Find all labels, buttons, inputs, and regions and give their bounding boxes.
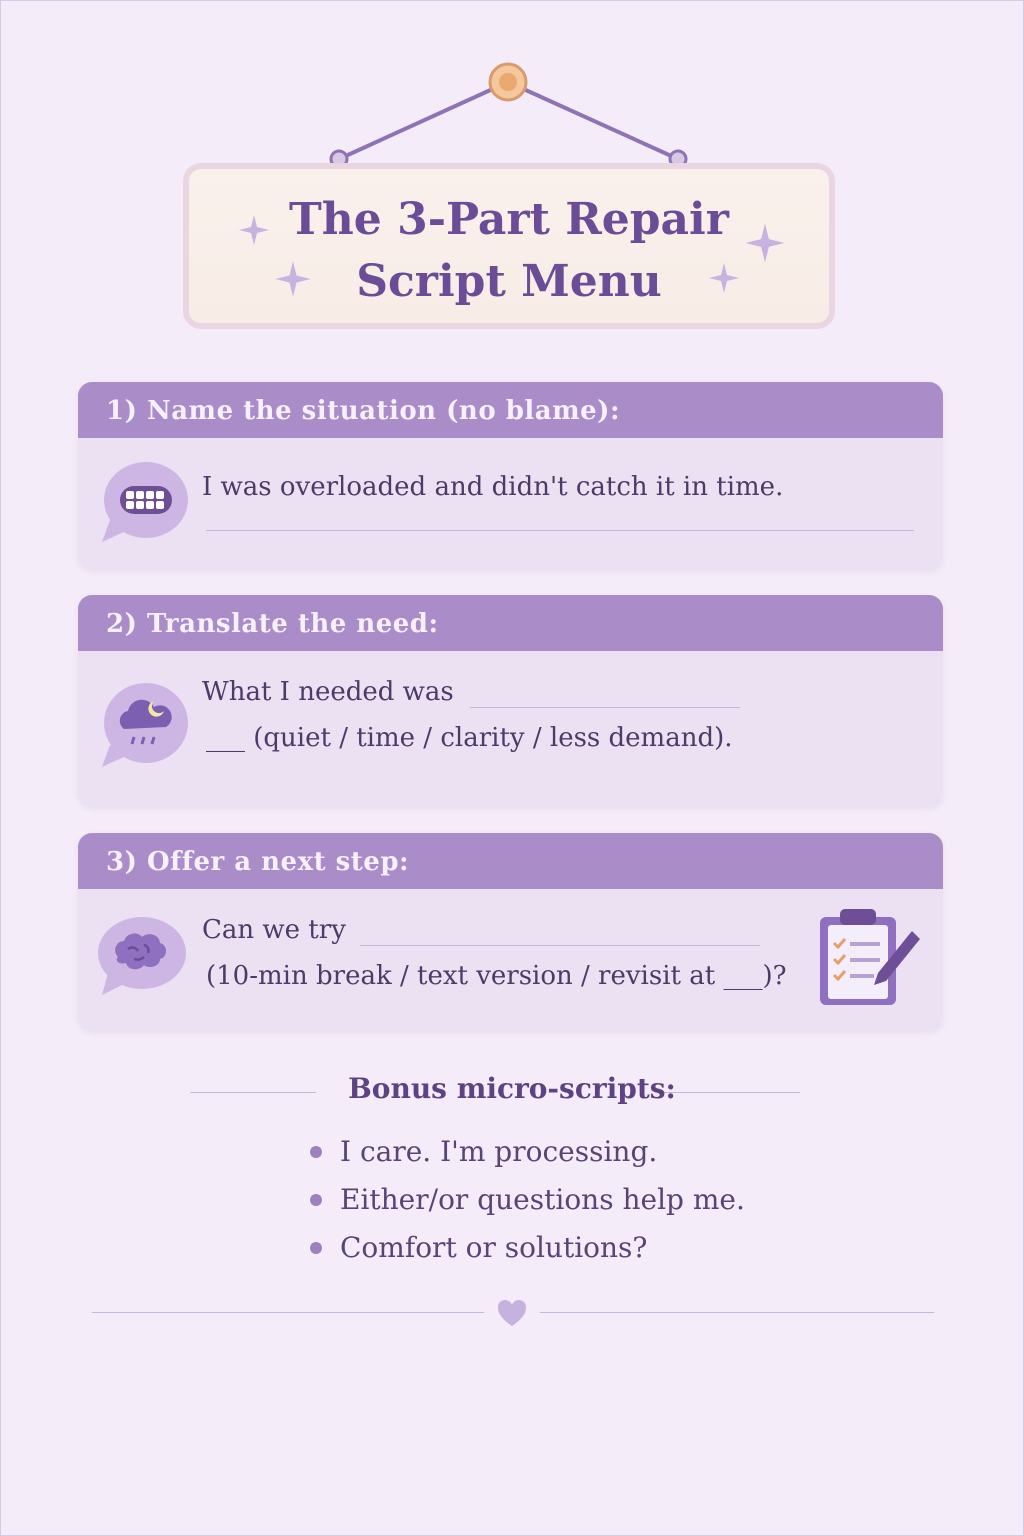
page-title: The 3-Part Repair Script Menu: [289, 194, 729, 307]
list-item-text: Either/or questions help me.: [340, 1183, 745, 1216]
sparkle-icon: [237, 213, 271, 247]
sparkle-icon: [743, 221, 787, 265]
step-card-3: [78, 833, 943, 1031]
list-item: [308, 1128, 745, 1176]
step-heading: 1) Name the situation (no blame):: [78, 382, 943, 438]
sign-hanger-icon: [320, 56, 700, 176]
step-text: (10-min break / text version / revisit at ___)?: [206, 961, 787, 991]
divider-line: [92, 1312, 484, 1313]
speech-bubble-cloud-icon: [98, 681, 190, 771]
bullet-icon: [310, 1146, 322, 1158]
bullet-icon: [310, 1194, 322, 1206]
step-text: What I needed was: [202, 677, 454, 707]
list-item-text: I care. I'm processing.: [340, 1135, 658, 1168]
bullet-icon: [310, 1242, 322, 1254]
speech-bubble-brain-icon: [94, 915, 188, 999]
sparkle-icon: [707, 261, 741, 295]
heart-icon: [496, 1298, 528, 1328]
step-text: I was overloaded and didn't catch it in time.: [202, 472, 784, 502]
title-sign: [183, 163, 835, 329]
fill-in-line: [360, 945, 760, 946]
divider-line: [540, 1312, 934, 1313]
step-heading: 2) Translate the need:: [78, 595, 943, 651]
bonus-list: [308, 1128, 745, 1272]
list-item-text: Comfort or solutions?: [340, 1231, 648, 1264]
bonus-title: Bonus micro-scripts:: [348, 1072, 676, 1105]
speech-bubble-grimace-icon: [98, 460, 190, 546]
step-card-2: [78, 595, 943, 807]
list-item: [308, 1224, 745, 1272]
clipboard-pencil-icon: [814, 907, 922, 1011]
sparkle-icon: [273, 259, 313, 299]
fill-in-line: [206, 530, 914, 531]
step-text: Can we try: [202, 915, 346, 945]
step-heading: 3) Offer a next step:: [78, 833, 943, 889]
fill-in-line: [470, 707, 740, 708]
list-item: [308, 1176, 745, 1224]
step-card-1: [78, 382, 943, 570]
step-text: ___ (quiet / time / clarity / less demand).: [206, 723, 733, 753]
